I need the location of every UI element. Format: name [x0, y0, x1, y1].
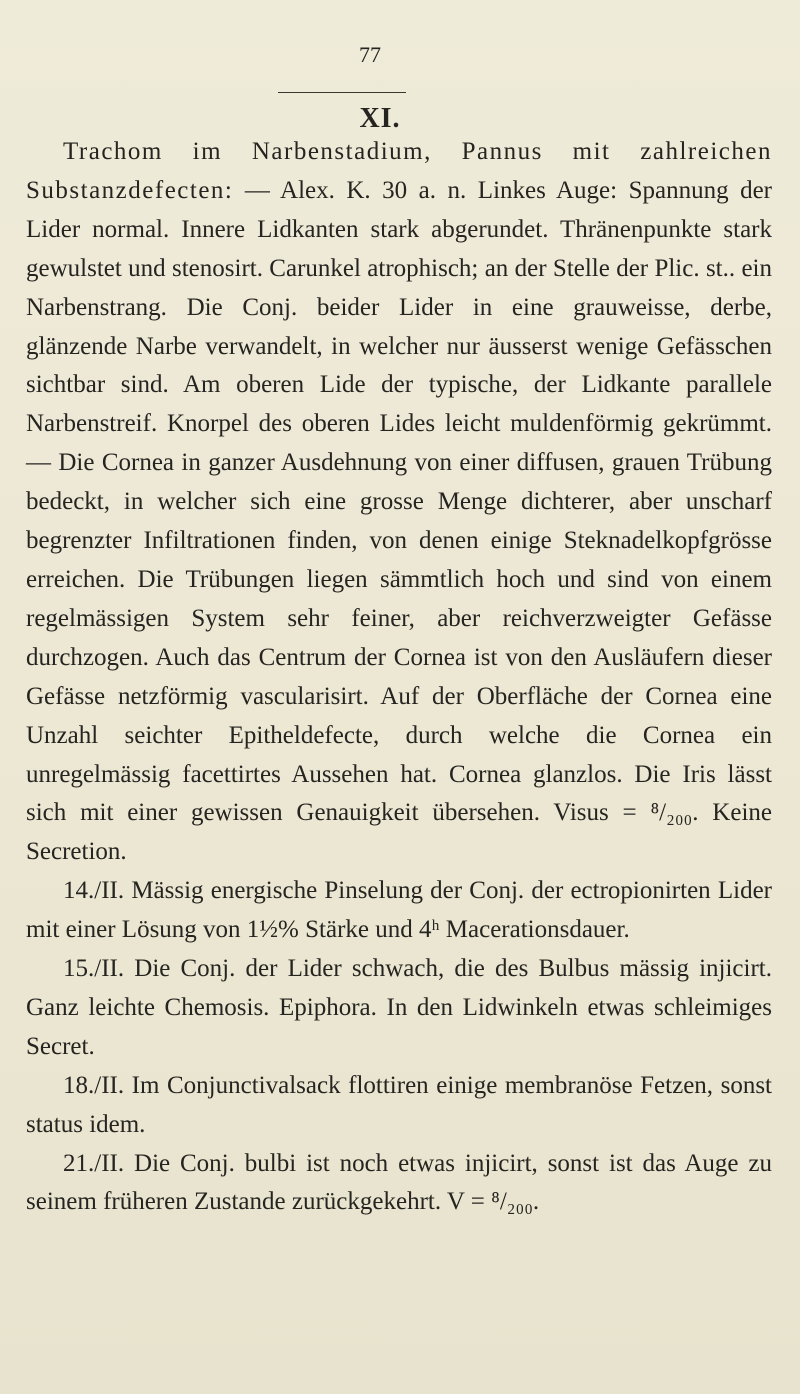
entry-date: 15./II.	[63, 955, 125, 983]
page-number-rule	[278, 92, 406, 93]
entry-text: Die Conj. bulbi ist noch etwas injicirt, sonst ist das Auge zu seinem früheren Zustande zurückgekehrt. V = ⁸/₂₀₀.	[26, 1149, 772, 1216]
entry-paragraph	[26, 1067, 772, 1145]
entry-date: 21./II.	[63, 1149, 125, 1177]
case-lead-heading: Trachom im Narbenstadium, Pannus mit zahlreichen Substanzdefecten:	[26, 138, 772, 204]
entry-date: 14./II.	[63, 877, 125, 905]
entry-paragraph	[26, 872, 772, 950]
entry-paragraph	[26, 950, 772, 1067]
entry-date: 18./II.	[63, 1071, 125, 1099]
case-text: — Alex. K. 30 a. n. Linkes Auge: Spannung der Lider normal. Innere Lidkanten stark abgerundet. Thränenpunkte stark gewulstet und stenosirt. Carunkel atrophisch; an der Stelle der Plic. st.. ein Narbenstrang. Die Conj. beider Lider in eine grauweisse, derbe, glänzende Narbe verwandelt, in welcher nur äusserst wenige Gefässchen sichtbar sind. Am oberen Lide der typische, der Lidkante parallele Narbenstreif. Knorpel des oberen Lides leicht muldenförmig gekrümmt. — Die Cornea in ganzer Ausdehnung von einer diffusen, grauen Trübung bedeckt, in welcher sich eine grosse Menge dichterer, aber unscharf begrenzter Infiltrationen finden, von denen einige Steknadelkopfgrösse erreichen. Die Trübungen liegen sämmtlich hoch und sind von einem regelmässigen System sehr feiner, aber reichverzweigter Gefässe durchzogen. Auch das Centrum der Cornea ist von den Ausläufern dieser Gefässe netzförmig vascularisirt. Auf der Oberfläche der Cornea eine Unzahl seichter Epitheldefecte, durch welche die Cornea ein unregelmässig facettirtes Aussehen hat. Cornea glanzlos. Die Iris lässt sich mit einer gewissen Genauigkeit übersehen. Visus = ⁸/₂₀₀. Keine Secretion.	[26, 176, 772, 866]
entry-text: Mässig energische Pinselung der Conj. der ectropionirten Lider mit einer Lösung von 1½% Stärke und 4ʰ Macerationsdauer.	[26, 877, 773, 944]
page-number: 77	[359, 42, 381, 67]
case-paragraph	[26, 133, 772, 872]
body-text	[26, 133, 772, 1222]
entry-paragraph	[26, 1145, 772, 1223]
entry-text: Die Conj. der Lider schwach, die des Bulbus mässig injicirt. Ganz leichte Chemosis. Epiphora. In den Lidwinkeln etwas schleimiges Secret.	[26, 955, 772, 1060]
section-numeral: XI.	[359, 103, 401, 134]
entry-text: Im Conjunctivalsack flottiren einige membranöse Fetzen, sonst status idem.	[26, 1071, 773, 1138]
